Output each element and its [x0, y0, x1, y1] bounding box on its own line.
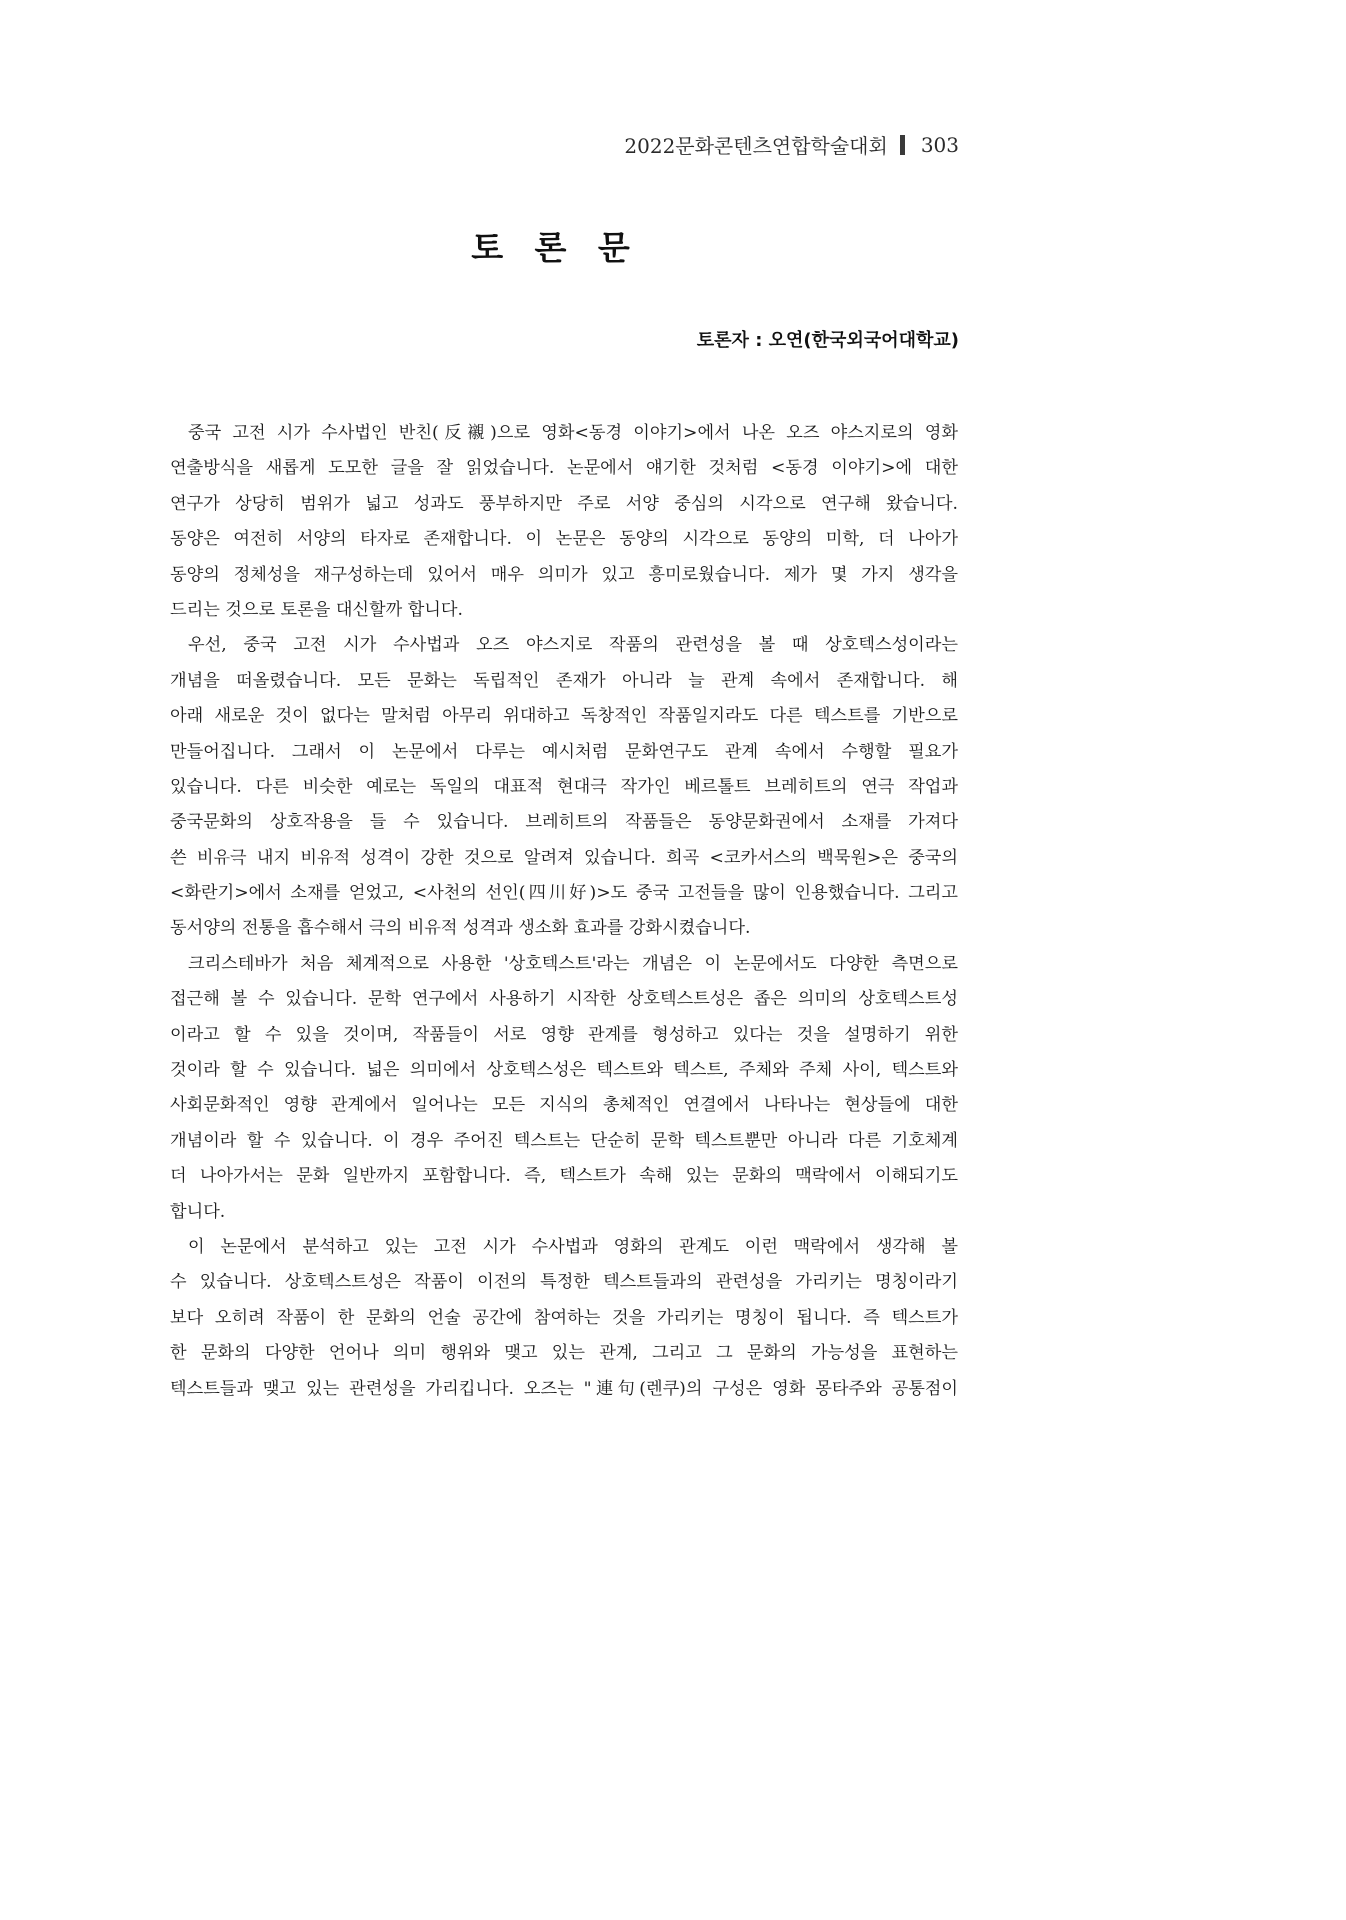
paragraph-1-line-3: 연구가 상당히 범위가 넓고 성과도 풍부하지만 주로 서양 중심의 시각으로 연구해 왔습니다.	[170, 493, 958, 514]
discussant-line: 토론자 : 오연(한국외국어대학교)	[696, 330, 959, 351]
paragraph-2-line-2: 개념을 떠올렸습니다. 모든 문화는 독립적인 존재가 아니라 늘 관계 속에서 존재합니다. 해	[170, 670, 958, 691]
paragraph-3-line-3: 이라고 할 수 있을 것이며, 작품들이 서로 영향 관계를 형성하고 있다는 것을 설명하기 위한	[170, 1024, 958, 1045]
paragraph-4-line-1: 이 논문에서 분석하고 있는 고전 시가 수사법과 영화의 관계도 이런 맥락에서 생각해 볼	[188, 1236, 958, 1257]
paragraph-1-line-2: 연출방식을 새롭게 도모한 글을 잘 읽었습니다. 논문에서 얘기한 것처럼 <동경 이야기>에 대한	[170, 458, 958, 479]
paragraph-1-line-1: 중국 고전 시가 수사법인 반친(反襯)으로 영화<동경 이야기>에서 나온 오즈 야스지로의 영화	[188, 423, 958, 443]
paragraph-3-line-1: 크리스테바가 처음 체계적으로 사용한 '상호텍스트'라는 개념은 이 논문에서도 다양한 측면으로	[188, 953, 958, 974]
paragraph-2-line-8: <화란기>에서 소재를 얻었고, <사천의 선인(四川好)>도 중국 고전들을 많이 인용했습니다. 그리고	[170, 883, 958, 904]
paragraph-2-line-3: 아래 새로운 것이 없다는 말처럼 아무리 위대하고 독창적인 작품일지라도 다른 텍스트를 기반으로	[170, 706, 958, 727]
paragraph-3-line-7: 더 나아가서는 문화 일반까지 포함합니다. 즉, 텍스트가 속해 있는 문화의 맥락에서 이해되기도	[170, 1166, 958, 1187]
paragraph-2-line-9: 동서양의 전통을 흡수해서 극의 비유적 성격과 생소화 효과를 강화시켰습니다.	[170, 918, 751, 939]
paragraph-3-line-4: 것이라 할 수 있습니다. 넓은 의미에서 상호텍스성은 텍스트와 텍스트, 주체와 주체 사이, 텍스트와	[170, 1060, 958, 1081]
paragraph-2-line-5: 있습니다. 다른 비슷한 예로는 독일의 대표적 현대극 작가인 베르톨트 브레히트의 연극 작업과	[170, 776, 958, 797]
running-header	[624, 130, 959, 159]
page-number: 303	[920, 132, 959, 157]
paragraph-2-line-1: 우선, 중국 고전 시가 수사법과 오즈 야스지로 작품의 관련성을 볼 때 상호텍스성이라는	[188, 635, 958, 656]
paragraph-3-line-5: 사회문화적인 영향 관계에서 일어나는 모든 지식의 총체적인 연결에서 나타나는 현상들에 대한	[170, 1095, 958, 1116]
paragraph-4-line-2: 수 있습니다. 상호텍스트성은 작품이 이전의 특정한 텍스트들과의 관련성을 가리키는 명칭이라기	[170, 1272, 958, 1293]
paragraph-2-line-6: 중국문화의 상호작용을 들 수 있습니다. 브레히트의 작품들은 동양문화권에서 소재를 가져다	[170, 812, 958, 833]
paragraph-4-line-4: 한 문화의 다양한 언어나 의미 행위와 맺고 있는 관계, 그리고 그 문화의 가능성을 표현하는	[170, 1343, 958, 1364]
paragraph-2-line-4: 만들어집니다. 그래서 이 논문에서 다루는 예시처럼 문화연구도 관계 속에서 수행할 필요가	[170, 741, 958, 762]
paragraph-1-line-4: 동양은 여전히 서양의 타자로 존재합니다. 이 논문은 동양의 시각으로 동양의 미학, 더 나아가	[170, 529, 958, 550]
header-separator-bar	[900, 135, 905, 155]
paragraph-3-line-6: 개념이라 할 수 있습니다. 이 경우 주어진 텍스트는 단순히 문학 텍스트뿐만 아니라 다른 기호체계	[170, 1130, 958, 1151]
paragraph-4-line-5: 텍스트들과 맺고 있는 관련성을 가리킵니다. 오즈는 "連句(렌쿠)의 구성은 영화 몽타주와 공통점이	[170, 1378, 958, 1399]
paragraph-3-line-8: 합니다.	[170, 1201, 226, 1222]
paragraph-1-line-5: 동양의 정체성을 재구성하는데 있어서 매우 의미가 있고 흥미로웠습니다. 제가 몇 가지 생각을	[170, 564, 958, 585]
document-title: 토 론 문	[471, 228, 640, 267]
paragraph-3-line-2: 접근해 볼 수 있습니다. 문학 연구에서 사용하기 시작한 상호텍스트성은 좁은 의미의 상호텍스트성	[170, 989, 958, 1010]
running-header-title: 2022문화콘텐츠연합학술대회	[624, 134, 888, 158]
paragraph-2-line-7: 쓴 비유극 내지 비유적 성격이 강한 것으로 알려져 있습니다. 희곡 <코카서스의 백묵원>은 중국의	[170, 847, 958, 868]
paragraph-1-line-6: 드리는 것으로 토론을 대신할까 합니다.	[170, 599, 463, 620]
body-text	[170, 416, 958, 1407]
paragraph-4-line-3: 보다 오히려 작품이 한 문화의 언술 공간에 참여하는 것을 가리키는 명칭이 됩니다. 즉 텍스트가	[170, 1307, 958, 1328]
